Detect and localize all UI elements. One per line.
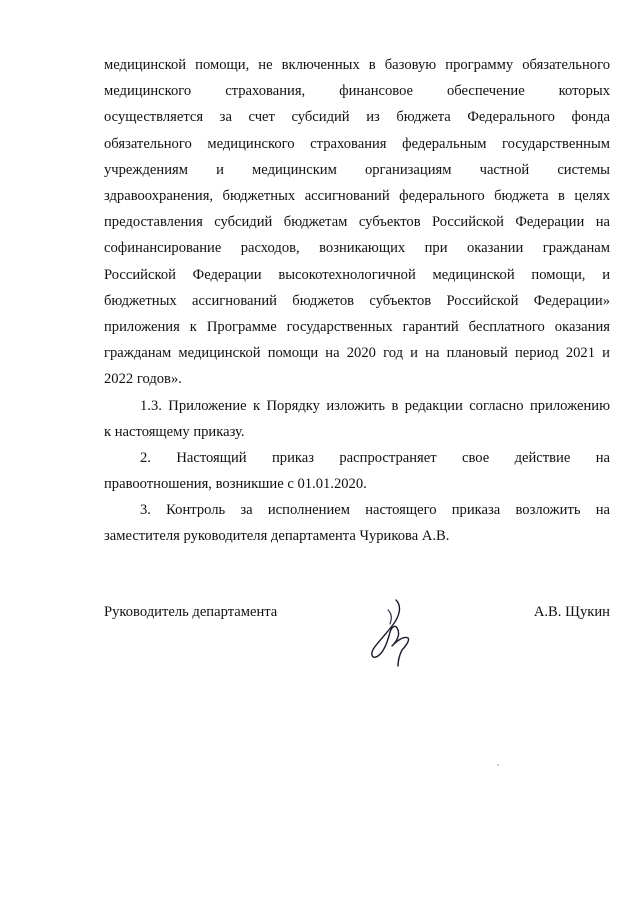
paragraph-3	[104, 497, 610, 549]
text-line: обязательного медицинского страхования федеральным государственным	[104, 135, 610, 152]
text-line: медицинской помощи, не включенных в базовую программу обязательного	[104, 57, 610, 73]
text-line: медицинского страхования, финансовое обеспечение которых	[104, 83, 610, 100]
text-line: 3. Контроль за исполнением настоящего приказа возложить на	[140, 502, 610, 518]
text-line: приложения к Программе государственных гарантий бесплатного оказания	[104, 318, 610, 335]
text-line: бюджетных ассигнований бюджетов субъектов Российской Федерации»	[104, 292, 610, 309]
text-line: предоставления субсидий бюджетам субъектов Российской Федерации на	[104, 214, 610, 231]
text-line: софинансирование расходов, возникающих при оказании гражданам	[104, 240, 610, 257]
text-line: гражданам медицинской помощи на 2020 год и на плановый период 2021 и	[104, 345, 610, 362]
text-line: правоотношения, возникшие с 01.01.2020.	[104, 476, 367, 493]
paragraph-2	[104, 445, 610, 497]
paragraph-1-3	[104, 393, 610, 445]
text-line: 1.3. Приложение к Порядку изложить в редакции согласно приложению	[140, 398, 610, 414]
text-line: 2022 годов».	[104, 371, 182, 388]
handwritten-signature	[362, 596, 422, 668]
paragraph-intro	[104, 52, 610, 392]
signature-row	[104, 604, 610, 634]
text-line: Российской Федерации высокотехнологичной медицинской помощи, и	[104, 266, 610, 283]
signatory-title: Руководитель департамента	[104, 604, 278, 620]
text-line: осуществляется за счет субсидий из бюджета Федерального фонда	[104, 109, 610, 126]
text-line: 2. Настоящий приказ распространяет свое действие на	[140, 450, 610, 466]
scan-speck	[497, 764, 499, 766]
text-line: к настоящему приказу.	[104, 424, 245, 441]
text-line: заместителя руководителя департамента Чурикова А.В.	[104, 528, 450, 545]
text-line: здравоохранения, бюджетных ассигнований федерального бюджета в целях	[104, 187, 610, 204]
text-line: учреждениям и медицинским организациям частной системы	[104, 161, 610, 178]
signatory-name: А.В. Щукин	[533, 604, 610, 620]
